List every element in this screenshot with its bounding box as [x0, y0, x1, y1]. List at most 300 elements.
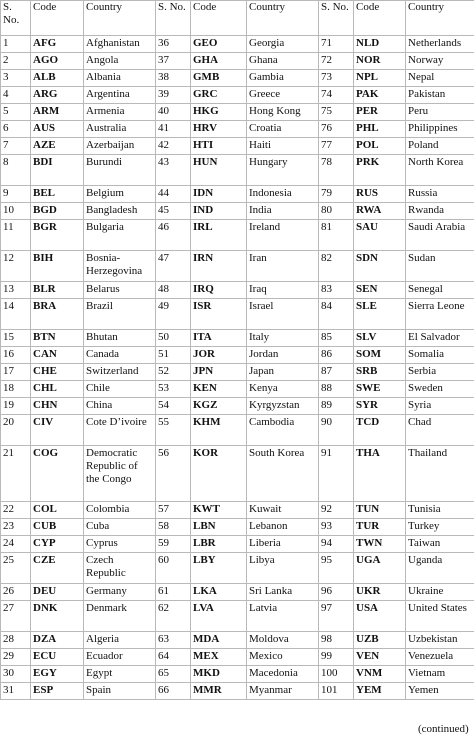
cell-sno: 4: [1, 87, 31, 104]
table-row: [1, 536, 474, 553]
cell-code: NOR: [354, 53, 406, 70]
cell-sno: 83: [319, 282, 354, 299]
header-sno: S. No.: [1, 1, 31, 36]
table-row: [1, 584, 474, 601]
cell-sno: 94: [319, 536, 354, 553]
cell-country: Haiti: [247, 138, 319, 155]
cell-country: Norway: [406, 53, 474, 70]
table-row: [1, 282, 474, 299]
cell-country: Brazil: [84, 299, 156, 330]
cell-country: Uganda: [406, 553, 474, 584]
cell-country: Nepal: [406, 70, 474, 87]
cell-country: Bosnia-Herzegovina: [84, 251, 156, 282]
cell-code: PAK: [354, 87, 406, 104]
cell-sno: 100: [319, 666, 354, 683]
cell-sno: 36: [156, 36, 191, 53]
cell-country: Argentina: [84, 87, 156, 104]
cell-sno: 93: [319, 519, 354, 536]
cell-country: North Korea: [406, 155, 474, 186]
cell-code: DEU: [31, 584, 84, 601]
cell-country: Colombia: [84, 502, 156, 519]
cell-code: LKA: [191, 584, 247, 601]
cell-country: Lebanon: [247, 519, 319, 536]
cell-country: Moldova: [247, 632, 319, 649]
cell-code: ESP: [31, 683, 84, 700]
cell-country: Cambodia: [247, 415, 319, 446]
cell-country: Syria: [406, 398, 474, 415]
cell-sno: 101: [319, 683, 354, 700]
cell-sno: 64: [156, 649, 191, 666]
cell-sno: 43: [156, 155, 191, 186]
header-code: Code: [191, 1, 247, 36]
cell-code: EGY: [31, 666, 84, 683]
cell-sno: 29: [1, 649, 31, 666]
cell-country: Sierra Leone: [406, 299, 474, 330]
cell-code: JPN: [191, 364, 247, 381]
cell-sno: 51: [156, 347, 191, 364]
cell-sno: 89: [319, 398, 354, 415]
cell-code: LBR: [191, 536, 247, 553]
cell-sno: 61: [156, 584, 191, 601]
header-country: Country: [84, 1, 156, 36]
table-row: [1, 299, 474, 330]
table-row: [1, 632, 474, 649]
cell-sno: 17: [1, 364, 31, 381]
cell-sno: 44: [156, 186, 191, 203]
cell-code: LBY: [191, 553, 247, 584]
cell-code: USA: [354, 601, 406, 632]
cell-code: ALB: [31, 70, 84, 87]
cell-code: GEO: [191, 36, 247, 53]
cell-code: CHN: [31, 398, 84, 415]
table-row: [1, 683, 474, 700]
cell-sno: 53: [156, 381, 191, 398]
cell-code: BDI: [31, 155, 84, 186]
cell-sno: 6: [1, 121, 31, 138]
cell-country: South Korea: [247, 446, 319, 502]
cell-code: COG: [31, 446, 84, 502]
cell-code: RWA: [354, 203, 406, 220]
cell-code: RUS: [354, 186, 406, 203]
cell-country: Chad: [406, 415, 474, 446]
cell-code: UZB: [354, 632, 406, 649]
table-row: [1, 502, 474, 519]
cell-code: BIH: [31, 251, 84, 282]
cell-code: IRQ: [191, 282, 247, 299]
cell-code: IRN: [191, 251, 247, 282]
cell-code: BGD: [31, 203, 84, 220]
cell-sno: 59: [156, 536, 191, 553]
table-row: [1, 87, 474, 104]
cell-code: HUN: [191, 155, 247, 186]
cell-code: THA: [354, 446, 406, 502]
cell-sno: 73: [319, 70, 354, 87]
cell-sno: 57: [156, 502, 191, 519]
table-row: [1, 70, 474, 87]
cell-country: Russia: [406, 186, 474, 203]
cell-country: Ukraine: [406, 584, 474, 601]
cell-country: Somalia: [406, 347, 474, 364]
cell-sno: 85: [319, 330, 354, 347]
header-sno: S. No.: [156, 1, 191, 36]
cell-code: BGR: [31, 220, 84, 251]
cell-country: Saudi Arabia: [406, 220, 474, 251]
cell-code: GMB: [191, 70, 247, 87]
cell-sno: 25: [1, 553, 31, 584]
table-row: [1, 53, 474, 70]
cell-code: TUR: [354, 519, 406, 536]
cell-country: Greece: [247, 87, 319, 104]
cell-country: Angola: [84, 53, 156, 70]
cell-code: KEN: [191, 381, 247, 398]
cell-sno: 47: [156, 251, 191, 282]
cell-code: BRA: [31, 299, 84, 330]
cell-code: PRK: [354, 155, 406, 186]
cell-code: MKD: [191, 666, 247, 683]
cell-code: HRV: [191, 121, 247, 138]
cell-code: PHL: [354, 121, 406, 138]
cell-code: HTI: [191, 138, 247, 155]
cell-country: Algeria: [84, 632, 156, 649]
cell-sno: 31: [1, 683, 31, 700]
cell-sno: 66: [156, 683, 191, 700]
table-row: [1, 398, 474, 415]
cell-sno: 28: [1, 632, 31, 649]
cell-country: Switzerland: [84, 364, 156, 381]
cell-sno: 3: [1, 70, 31, 87]
cell-sno: 75: [319, 104, 354, 121]
cell-sno: 88: [319, 381, 354, 398]
cell-sno: 91: [319, 446, 354, 502]
cell-country: Turkey: [406, 519, 474, 536]
cell-sno: 90: [319, 415, 354, 446]
cell-sno: 19: [1, 398, 31, 415]
cell-sno: 18: [1, 381, 31, 398]
cell-sno: 65: [156, 666, 191, 683]
cell-country: Uzbekistan: [406, 632, 474, 649]
cell-country: Vietnam: [406, 666, 474, 683]
cell-country: Iraq: [247, 282, 319, 299]
cell-sno: 74: [319, 87, 354, 104]
cell-country: Kenya: [247, 381, 319, 398]
table-row: [1, 138, 474, 155]
cell-sno: 97: [319, 601, 354, 632]
cell-sno: 38: [156, 70, 191, 87]
cell-country: Indonesia: [247, 186, 319, 203]
cell-code: LVA: [191, 601, 247, 632]
cell-sno: 11: [1, 220, 31, 251]
cell-code: NLD: [354, 36, 406, 53]
table-row: [1, 203, 474, 220]
table-row: [1, 446, 474, 502]
cell-sno: 12: [1, 251, 31, 282]
cell-country: Bulgaria: [84, 220, 156, 251]
cell-sno: 96: [319, 584, 354, 601]
cell-country: China: [84, 398, 156, 415]
cell-code: BTN: [31, 330, 84, 347]
cell-country: Germany: [84, 584, 156, 601]
header-sno: S. No.: [319, 1, 354, 36]
cell-country: Hong Kong: [247, 104, 319, 121]
cell-country: Myanmar: [247, 683, 319, 700]
cell-sno: 84: [319, 299, 354, 330]
cell-country: Burundi: [84, 155, 156, 186]
cell-country: Bangladesh: [84, 203, 156, 220]
cell-country: Canada: [84, 347, 156, 364]
cell-country: Armenia: [84, 104, 156, 121]
cell-country: Tunisia: [406, 502, 474, 519]
cell-code: CHL: [31, 381, 84, 398]
cell-country: Democratic Republic of the Congo: [84, 446, 156, 502]
cell-country: Thailand: [406, 446, 474, 502]
cell-code: KGZ: [191, 398, 247, 415]
cell-country: Kyrgyzstan: [247, 398, 319, 415]
cell-code: NPL: [354, 70, 406, 87]
cell-sno: 20: [1, 415, 31, 446]
cell-country: Pakistan: [406, 87, 474, 104]
cell-country: Peru: [406, 104, 474, 121]
cell-code: POL: [354, 138, 406, 155]
cell-code: COL: [31, 502, 84, 519]
cell-code: DZA: [31, 632, 84, 649]
cell-sno: 39: [156, 87, 191, 104]
cell-code: SWE: [354, 381, 406, 398]
cell-code: CYP: [31, 536, 84, 553]
cell-country: Bhutan: [84, 330, 156, 347]
cell-code: ITA: [191, 330, 247, 347]
cell-code: SDN: [354, 251, 406, 282]
cell-code: ARM: [31, 104, 84, 121]
cell-code: GHA: [191, 53, 247, 70]
cell-country: Liberia: [247, 536, 319, 553]
cell-country: Philippines: [406, 121, 474, 138]
cell-sno: 98: [319, 632, 354, 649]
cell-code: KHM: [191, 415, 247, 446]
cell-sno: 50: [156, 330, 191, 347]
cell-code: JOR: [191, 347, 247, 364]
table-row: [1, 121, 474, 138]
cell-sno: 82: [319, 251, 354, 282]
cell-country: Jordan: [247, 347, 319, 364]
cell-sno: 54: [156, 398, 191, 415]
cell-country: Ghana: [247, 53, 319, 70]
cell-sno: 56: [156, 446, 191, 502]
cell-code: TUN: [354, 502, 406, 519]
cell-sno: 45: [156, 203, 191, 220]
cell-country: Cuba: [84, 519, 156, 536]
cell-code: GRC: [191, 87, 247, 104]
cell-sno: 80: [319, 203, 354, 220]
cell-sno: 27: [1, 601, 31, 632]
cell-code: CAN: [31, 347, 84, 364]
table-row: [1, 220, 474, 251]
cell-sno: 71: [319, 36, 354, 53]
table-row: [1, 519, 474, 536]
cell-country: Mexico: [247, 649, 319, 666]
cell-sno: 9: [1, 186, 31, 203]
cell-code: KOR: [191, 446, 247, 502]
cell-country: Latvia: [247, 601, 319, 632]
cell-sno: 60: [156, 553, 191, 584]
cell-sno: 13: [1, 282, 31, 299]
cell-code: SAU: [354, 220, 406, 251]
table-row: [1, 347, 474, 364]
cell-country: Albania: [84, 70, 156, 87]
cell-sno: 81: [319, 220, 354, 251]
cell-code: UKR: [354, 584, 406, 601]
cell-sno: 21: [1, 446, 31, 502]
cell-country: Serbia: [406, 364, 474, 381]
cell-country: Belarus: [84, 282, 156, 299]
cell-code: YEM: [354, 683, 406, 700]
cell-country: Cote D’ivoire: [84, 415, 156, 446]
cell-sno: 55: [156, 415, 191, 446]
table-row: [1, 553, 474, 584]
cell-country: Egypt: [84, 666, 156, 683]
cell-sno: 76: [319, 121, 354, 138]
cell-sno: 5: [1, 104, 31, 121]
cell-sno: 49: [156, 299, 191, 330]
cell-sno: 10: [1, 203, 31, 220]
cell-code: VNM: [354, 666, 406, 683]
cell-code: ISR: [191, 299, 247, 330]
table-row: [1, 36, 474, 53]
cell-country: Japan: [247, 364, 319, 381]
continued-note: (continued): [418, 723, 469, 735]
cell-sno: 14: [1, 299, 31, 330]
cell-code: HKG: [191, 104, 247, 121]
cell-sno: 78: [319, 155, 354, 186]
cell-country: United States: [406, 601, 474, 632]
cell-code: AUS: [31, 121, 84, 138]
table-row: [1, 364, 474, 381]
table-row: [1, 415, 474, 446]
cell-country: India: [247, 203, 319, 220]
cell-sno: 95: [319, 553, 354, 584]
cell-country: Georgia: [247, 36, 319, 53]
cell-country: Denmark: [84, 601, 156, 632]
cell-sno: 15: [1, 330, 31, 347]
cell-code: AGO: [31, 53, 84, 70]
cell-code: IRL: [191, 220, 247, 251]
cell-sno: 23: [1, 519, 31, 536]
cell-sno: 62: [156, 601, 191, 632]
cell-country: Venezuela: [406, 649, 474, 666]
cell-code: IDN: [191, 186, 247, 203]
cell-code: KWT: [191, 502, 247, 519]
cell-code: MDA: [191, 632, 247, 649]
cell-sno: 46: [156, 220, 191, 251]
cell-country: Poland: [406, 138, 474, 155]
table-row: [1, 104, 474, 121]
cell-sno: 79: [319, 186, 354, 203]
cell-country: Spain: [84, 683, 156, 700]
cell-country: Afghanistan: [84, 36, 156, 53]
cell-code: SOM: [354, 347, 406, 364]
table-row: [1, 251, 474, 282]
cell-country: Czech Republic: [84, 553, 156, 584]
cell-code: CZE: [31, 553, 84, 584]
cell-country: Iran: [247, 251, 319, 282]
cell-code: MMR: [191, 683, 247, 700]
cell-sno: 2: [1, 53, 31, 70]
cell-sno: 22: [1, 502, 31, 519]
cell-sno: 1: [1, 36, 31, 53]
cell-country: El Salvador: [406, 330, 474, 347]
cell-sno: 77: [319, 138, 354, 155]
cell-code: MEX: [191, 649, 247, 666]
cell-country: Taiwan: [406, 536, 474, 553]
cell-country: Gambia: [247, 70, 319, 87]
cell-sno: 86: [319, 347, 354, 364]
cell-country: Belgium: [84, 186, 156, 203]
cell-country: Chile: [84, 381, 156, 398]
cell-country: Israel: [247, 299, 319, 330]
table-row: [1, 649, 474, 666]
cell-sno: 72: [319, 53, 354, 70]
cell-code: CIV: [31, 415, 84, 446]
cell-sno: 16: [1, 347, 31, 364]
cell-country: Sweden: [406, 381, 474, 398]
cell-code: BLR: [31, 282, 84, 299]
cell-sno: 37: [156, 53, 191, 70]
table-body: [1, 36, 474, 700]
cell-country: Ireland: [247, 220, 319, 251]
header-country: Country: [406, 1, 474, 36]
cell-code: AFG: [31, 36, 84, 53]
cell-code: SLE: [354, 299, 406, 330]
cell-sno: 52: [156, 364, 191, 381]
cell-country: Ecuador: [84, 649, 156, 666]
cell-sno: 30: [1, 666, 31, 683]
table-row: [1, 666, 474, 683]
cell-country: Australia: [84, 121, 156, 138]
cell-code: SEN: [354, 282, 406, 299]
header-row: [1, 1, 474, 36]
cell-country: Italy: [247, 330, 319, 347]
table-row: [1, 155, 474, 186]
cell-sno: 41: [156, 121, 191, 138]
header-code: Code: [31, 1, 84, 36]
table-row: [1, 601, 474, 632]
cell-code: VEN: [354, 649, 406, 666]
cell-code: CUB: [31, 519, 84, 536]
cell-code: TWN: [354, 536, 406, 553]
cell-sno: 58: [156, 519, 191, 536]
cell-code: SYR: [354, 398, 406, 415]
cell-code: TCD: [354, 415, 406, 446]
cell-country: Libya: [247, 553, 319, 584]
cell-code: SLV: [354, 330, 406, 347]
cell-country: Senegal: [406, 282, 474, 299]
header-code: Code: [354, 1, 406, 36]
cell-sno: 99: [319, 649, 354, 666]
cell-code: AZE: [31, 138, 84, 155]
table-row: [1, 381, 474, 398]
cell-country: Hungary: [247, 155, 319, 186]
cell-code: DNK: [31, 601, 84, 632]
cell-country: Cyprus: [84, 536, 156, 553]
cell-code: PER: [354, 104, 406, 121]
cell-code: LBN: [191, 519, 247, 536]
cell-country: Sudan: [406, 251, 474, 282]
table-row: [1, 186, 474, 203]
cell-sno: 42: [156, 138, 191, 155]
cell-code: SRB: [354, 364, 406, 381]
cell-sno: 63: [156, 632, 191, 649]
cell-code: BEL: [31, 186, 84, 203]
cell-code: ARG: [31, 87, 84, 104]
